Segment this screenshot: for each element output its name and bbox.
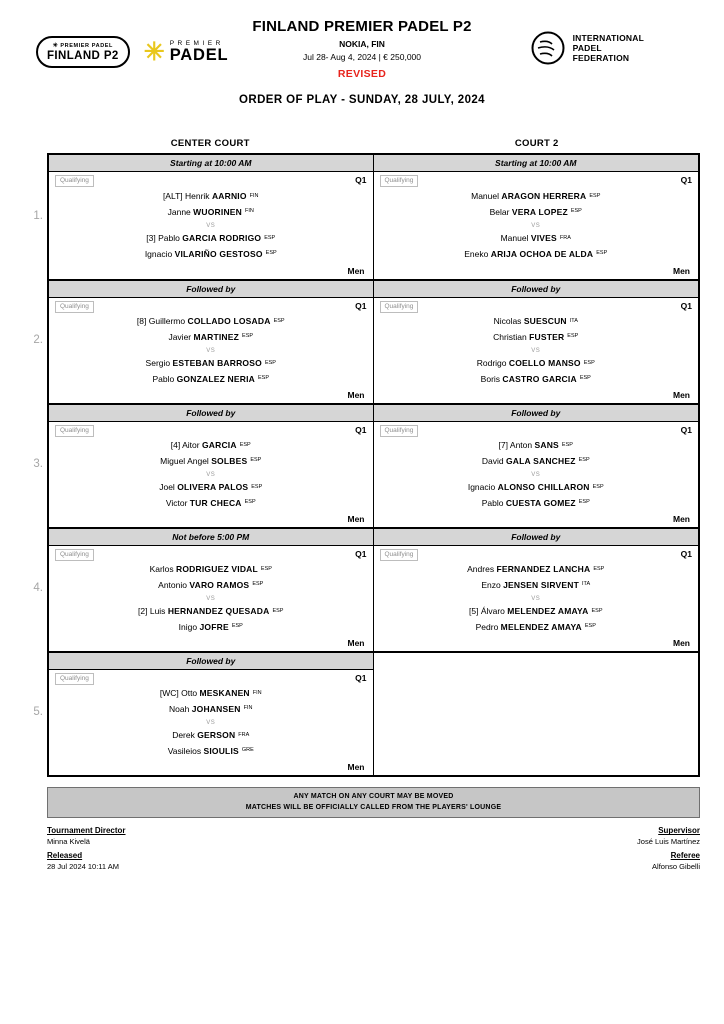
player-country-code: FIN: [252, 689, 262, 696]
player-first-name: Joel: [159, 482, 175, 492]
stage-round-row: [55, 673, 367, 685]
player-country-code: FIN: [243, 705, 253, 711]
match-number: 1.: [33, 210, 43, 222]
match-number: 2.: [33, 334, 43, 346]
stage-label: Qualifying: [55, 425, 94, 437]
player-country-code: ESP: [584, 623, 596, 629]
player-first-name: Henrik: [185, 191, 210, 201]
released-label: Released: [47, 851, 83, 861]
player-first-name: Aitor: [182, 440, 200, 450]
player-first-name: Manuel: [471, 191, 499, 201]
player-line: [55, 455, 367, 471]
stage-label: Qualifying: [55, 673, 94, 685]
player-line: [55, 745, 367, 761]
player-country-code: ESP: [242, 333, 254, 339]
player-last-name: COELLO MANSO: [508, 358, 581, 368]
category-label: Men: [347, 638, 365, 648]
player-first-name: Janne: [167, 206, 191, 217]
player-last-name: SUESCUN: [523, 316, 567, 326]
player-country-code: ESP: [264, 359, 276, 366]
player-country-code: ESP: [264, 234, 276, 241]
player-first-name: Andres: [467, 564, 495, 574]
player-last-name: TUR CHECA: [189, 497, 242, 508]
footer-left-column: [47, 826, 126, 871]
player-country-code: ITA: [569, 317, 578, 324]
ipf-line-1: INTERNATIONAL: [572, 32, 644, 43]
player-line: [55, 373, 367, 389]
stage-label: Qualifying: [380, 301, 419, 313]
stage-round-row: [380, 549, 693, 561]
player-first-name: David: [481, 455, 504, 466]
match-block: [49, 527, 374, 651]
player-last-name: JOFRE: [199, 621, 229, 632]
round-label: Q1: [355, 175, 367, 185]
player-seed: [3]: [146, 233, 156, 243]
player-line: [55, 687, 367, 703]
player-first-name: Eneko: [464, 248, 489, 259]
player-country-code: FRA: [238, 731, 250, 738]
player-line: [55, 331, 367, 347]
tournament-location: NOKIA, FIN: [339, 39, 385, 49]
ipf-circle-icon: [530, 30, 566, 66]
order-of-play-table: [33, 153, 700, 777]
stage-round-row: [380, 301, 693, 313]
player-last-name: VARO RAMOS: [189, 579, 250, 590]
match-schedule-header: Starting at 10:00 AM: [49, 155, 373, 172]
player-last-name: GARCIA: [201, 440, 237, 450]
player-country-code: FIN: [245, 208, 254, 214]
vs-label: VS: [531, 596, 541, 602]
referee-name: Alfonso Gibelli: [652, 862, 700, 872]
player-line: [380, 190, 693, 206]
supervisor-name: José Luis Martínez: [637, 837, 700, 847]
court-headers: [47, 138, 700, 149]
player-line: [380, 563, 693, 579]
match-teams: [55, 561, 367, 638]
player-last-name: MARTINEZ: [193, 331, 240, 342]
match-teams: [55, 437, 367, 514]
stage-label: Qualifying: [55, 175, 94, 187]
match-block: [374, 279, 699, 403]
player-last-name: VILARIÑO GESTOSO: [174, 248, 263, 259]
player-last-name: VIVES: [530, 233, 557, 243]
player-line: [55, 315, 367, 331]
notice-line-1: ANY MATCH ON ANY COURT MAY BE MOVED: [293, 793, 454, 800]
player-first-name: Otto: [181, 688, 198, 698]
player-line: [380, 232, 693, 248]
vs-label: VS: [206, 596, 216, 602]
player-first-name: Derek: [172, 730, 195, 740]
player-first-name: Enzo: [481, 579, 501, 590]
tournament-director-name: Minna Kivelä: [47, 837, 90, 847]
stage-label: Qualifying: [55, 301, 94, 313]
vs-label: VS: [531, 348, 541, 354]
player-country-code: ESP: [570, 208, 582, 214]
match-teams: [380, 437, 693, 514]
player-last-name: WUORINEN: [193, 206, 242, 217]
player-seed: [7]: [498, 440, 508, 450]
match-teams: [380, 187, 693, 266]
category-label: Men: [347, 514, 365, 524]
player-country-code: ESP: [250, 457, 262, 463]
player-line: [55, 232, 367, 248]
tournament-dates-prize: Jul 28- Aug 4, 2024 | € 250,000: [303, 52, 421, 62]
player-line: [55, 481, 367, 497]
player-country-code: ESP: [252, 581, 264, 587]
player-line: [55, 497, 367, 513]
player-first-name: Antonio: [158, 579, 187, 590]
match-block: [49, 155, 374, 279]
vs-label: VS: [206, 720, 216, 726]
player-first-name: Álvaro: [480, 606, 505, 616]
player-first-name: Vasileios: [167, 745, 202, 756]
player-first-name: Pablo: [152, 373, 175, 384]
player-last-name: GERSON: [197, 730, 236, 740]
player-seed: [2]: [138, 606, 148, 616]
player-last-name: SANS: [534, 440, 559, 450]
finland-p2-logo: [36, 36, 130, 68]
player-first-name: Sergio: [145, 358, 171, 368]
player-country-code: ESP: [579, 375, 591, 381]
player-line: [380, 455, 693, 471]
player-country-code: ESP: [589, 192, 601, 199]
player-first-name: Boris: [480, 373, 501, 384]
player-first-name: Belar: [489, 206, 510, 217]
vs-label: VS: [531, 472, 541, 478]
player-last-name: JENSEN SIRVENT: [503, 579, 579, 590]
category-label: Men: [347, 266, 365, 276]
stage-round-row: [55, 175, 367, 187]
match-block: [49, 403, 374, 527]
player-seed: [WC]: [159, 688, 179, 698]
player-line: [380, 357, 693, 373]
court-name-court-2: COURT 2: [514, 138, 559, 149]
logo-group-left: [36, 36, 228, 68]
player-first-name: Pablo: [481, 497, 504, 508]
player-line: [380, 497, 693, 513]
player-seed: [ALT]: [162, 191, 183, 201]
player-country-code: FIN: [249, 192, 259, 199]
round-label: Q1: [680, 301, 692, 311]
round-label: Q1: [680, 425, 692, 435]
player-country-code: ESP: [567, 333, 579, 339]
premier-padel-star-icon: ✳: [52, 43, 59, 49]
stage-round-row: [55, 301, 367, 313]
match-body: [374, 546, 699, 651]
match-schedule-header: Followed by: [374, 405, 699, 422]
player-country-code: ESP: [260, 565, 272, 572]
category-label: Men: [673, 390, 690, 400]
player-last-name: SIOULIS: [203, 745, 239, 756]
player-line: [380, 248, 693, 264]
finland-logo-top-line: [47, 42, 119, 49]
round-label: Q1: [680, 175, 692, 185]
round-label: Q1: [355, 425, 367, 435]
player-country-code: FRA: [559, 234, 571, 241]
premier-padel-star-icon: ✳: [143, 38, 165, 66]
player-last-name: AARNIO: [211, 191, 247, 201]
player-country-code: ESP: [273, 317, 285, 324]
player-line: [380, 481, 693, 497]
player-last-name: ARIJA OCHOA DE ALDA: [490, 248, 594, 259]
player-country-code: ESP: [265, 250, 277, 256]
player-line: [55, 206, 367, 222]
player-first-name: Pablo: [158, 233, 180, 243]
player-last-name: CASTRO GARCIA: [502, 373, 577, 384]
match-body: [374, 422, 699, 527]
vs-label: VS: [206, 472, 216, 478]
player-first-name: Anton: [509, 440, 533, 450]
stage-round-row: [55, 425, 367, 437]
match-body: [49, 546, 373, 651]
player-last-name: MELENDEZ AMAYA: [500, 621, 582, 632]
released-datetime: 28 Jul 2024 10:11 AM: [47, 862, 119, 872]
player-last-name: GALA SANCHEZ: [505, 455, 576, 466]
player-last-name: ESTEBAN BARROSO: [172, 358, 262, 368]
category-label: Men: [673, 266, 690, 276]
player-first-name: Ignacio: [467, 482, 496, 492]
player-line: [55, 248, 367, 264]
match-teams: [380, 561, 693, 638]
player-first-name: Christian: [493, 331, 527, 342]
premier-padel-logo: [144, 40, 229, 64]
match-number: 4.: [33, 582, 43, 594]
stage-round-row: [55, 549, 367, 561]
player-first-name: Victor: [165, 497, 188, 508]
courts-grid: [49, 155, 698, 775]
match-schedule-header: Followed by: [374, 529, 699, 546]
player-country-code: ESP: [578, 499, 590, 505]
player-country-code: ESP: [251, 483, 263, 490]
player-country-code: ESP: [272, 607, 284, 614]
player-country-code: ESP: [257, 375, 269, 381]
player-first-name: Ignacio: [144, 248, 173, 259]
player-line: [380, 331, 693, 347]
player-country-code: ESP: [578, 457, 590, 463]
premier-logo-top: PREMIER: [169, 39, 224, 47]
empty-court-slot: [374, 651, 699, 775]
finland-logo-brand: PREMIER PADEL: [60, 43, 113, 49]
player-line: [55, 579, 367, 595]
category-label: Men: [673, 638, 690, 648]
referee-label: Referee: [670, 851, 700, 861]
player-country-code: GRE: [241, 747, 254, 753]
ipf-logo: [530, 30, 644, 66]
match-body: [374, 172, 699, 279]
player-line: [55, 621, 367, 637]
round-label: Q1: [355, 673, 367, 683]
tournament-director-label: Tournament Director: [47, 826, 126, 836]
player-first-name: Noah: [169, 703, 190, 714]
stage-label: Qualifying: [55, 549, 94, 561]
player-last-name: ALONSO CHILLARON: [497, 482, 590, 492]
player-first-name: Luis: [149, 606, 166, 616]
vs-label: VS: [206, 223, 216, 229]
player-first-name: Javier: [168, 331, 192, 342]
player-seed: [5]: [468, 606, 479, 616]
revised-badge: REVISED: [337, 68, 387, 80]
player-seed: [8]: [136, 316, 147, 326]
player-line: [55, 357, 367, 373]
ipf-line-3: FEDERATION: [572, 53, 630, 63]
player-last-name: HERNANDEZ QUESADA: [167, 606, 270, 616]
player-first-name: Manuel: [500, 233, 529, 243]
player-line: [380, 439, 693, 455]
premier-logo-bottom: PADEL: [169, 45, 229, 64]
category-label: Men: [347, 390, 365, 400]
player-first-name: Rodrigo: [476, 358, 507, 368]
player-country-code: ESP: [591, 607, 603, 614]
player-country-code: ESP: [596, 250, 608, 256]
match-schedule-header: Starting at 10:00 AM: [374, 155, 699, 172]
match-body: [49, 422, 373, 527]
match-teams: [55, 313, 367, 390]
tournament-title: FINLAND PREMIER PADEL P2: [252, 18, 472, 35]
player-last-name: RODRIGUEZ VIDAL: [176, 564, 258, 574]
match-block: [49, 279, 374, 403]
player-first-name: Guillermo: [148, 316, 186, 326]
player-last-name: GARCIA RODRIGO: [182, 233, 262, 243]
match-schedule-header: Followed by: [49, 653, 373, 670]
match-teams: [380, 313, 693, 390]
round-label: Q1: [680, 549, 692, 559]
player-line: [380, 621, 693, 637]
match-block: [374, 403, 699, 527]
player-first-name: Inigo: [178, 621, 198, 632]
stage-label: Qualifying: [380, 425, 419, 437]
match-number: 3.: [33, 458, 43, 470]
player-line: [55, 729, 367, 745]
match-number: 5.: [33, 706, 43, 718]
player-line: [55, 439, 367, 455]
player-country-code: ITA: [581, 581, 591, 587]
match-schedule-header: Followed by: [49, 405, 373, 422]
match-block: [49, 651, 374, 775]
player-last-name: MESKANEN: [199, 688, 250, 698]
player-country-code: ESP: [592, 483, 604, 490]
footer-right-column: [637, 826, 700, 871]
player-country-code: ESP: [231, 623, 243, 629]
player-line: [380, 579, 693, 595]
player-country-code: ESP: [593, 565, 605, 572]
premier-padel-wordmark: [170, 40, 229, 64]
player-first-name: Pedro: [475, 621, 499, 632]
player-country-code: ESP: [583, 359, 595, 366]
player-last-name: VERA LOPEZ: [511, 206, 568, 217]
document-footer: [47, 826, 700, 871]
category-label: Men: [673, 514, 690, 524]
match-teams: [55, 685, 367, 762]
match-schedule-header: Followed by: [374, 281, 699, 298]
player-last-name: COLLADO LOSADA: [187, 316, 271, 326]
vs-label: VS: [206, 348, 216, 354]
order-of-play-title: ORDER OF PLAY - SUNDAY, 28 JULY, 2024: [239, 94, 485, 106]
court-name-center-court: CENTER COURT: [170, 138, 250, 149]
player-country-code: ESP: [561, 441, 573, 448]
vs-label: VS: [531, 223, 541, 229]
player-last-name: ARAGON HERRERA: [501, 191, 587, 201]
player-last-name: CUESTA GOMEZ: [505, 497, 576, 508]
player-line: [380, 206, 693, 222]
player-last-name: FERNANDEZ LANCHA: [496, 564, 591, 574]
finland-logo-name: FINLAND P2: [47, 50, 119, 62]
player-last-name: FUSTER: [529, 331, 565, 342]
player-line: [55, 605, 367, 621]
player-line: [380, 373, 693, 389]
match-block: [374, 155, 699, 279]
stage-label: Qualifying: [380, 175, 419, 187]
round-label: Q1: [355, 301, 367, 311]
match-body: [374, 298, 699, 403]
player-first-name: Miguel Angel: [160, 455, 209, 466]
match-body: [49, 298, 373, 403]
match-schedule-header: Followed by: [49, 281, 373, 298]
player-seed: [4]: [170, 440, 181, 450]
notice-line-2: MATCHES WILL BE OFFICIALLY CALLED FROM THE PLAYERS' LOUNGE: [245, 804, 502, 812]
ipf-line-2: PADEL: [572, 42, 602, 53]
stage-round-row: [380, 175, 693, 187]
player-line: [55, 563, 367, 579]
player-line: [55, 703, 367, 719]
round-label: Q1: [355, 549, 367, 559]
player-line: [380, 605, 693, 621]
category-label: Men: [347, 762, 365, 772]
player-last-name: MELENDEZ AMAYA: [507, 606, 589, 616]
stage-label: Qualifying: [380, 549, 419, 561]
player-country-code: ESP: [239, 441, 251, 448]
match-teams: [55, 187, 367, 266]
match-block: [374, 527, 699, 651]
player-first-name: Nicolas: [493, 316, 522, 326]
player-last-name: OLIVERA PALOS: [177, 482, 249, 492]
supervisor-label: Supervisor: [658, 826, 700, 836]
player-country-code: ESP: [244, 499, 256, 505]
match-body: [49, 670, 373, 775]
match-body: [49, 172, 373, 279]
notice-bar: [47, 787, 700, 818]
player-last-name: JOHANSEN: [191, 703, 241, 714]
player-first-name: Karlos: [149, 564, 174, 574]
player-line: [380, 315, 693, 331]
ipf-wordmark: [573, 33, 644, 63]
player-last-name: SOLBES: [211, 455, 248, 466]
player-line: [55, 190, 367, 206]
match-schedule-header: Not before 5:00 PM: [49, 529, 373, 546]
stage-round-row: [380, 425, 693, 437]
player-last-name: GONZALEZ NERIA: [176, 373, 255, 384]
